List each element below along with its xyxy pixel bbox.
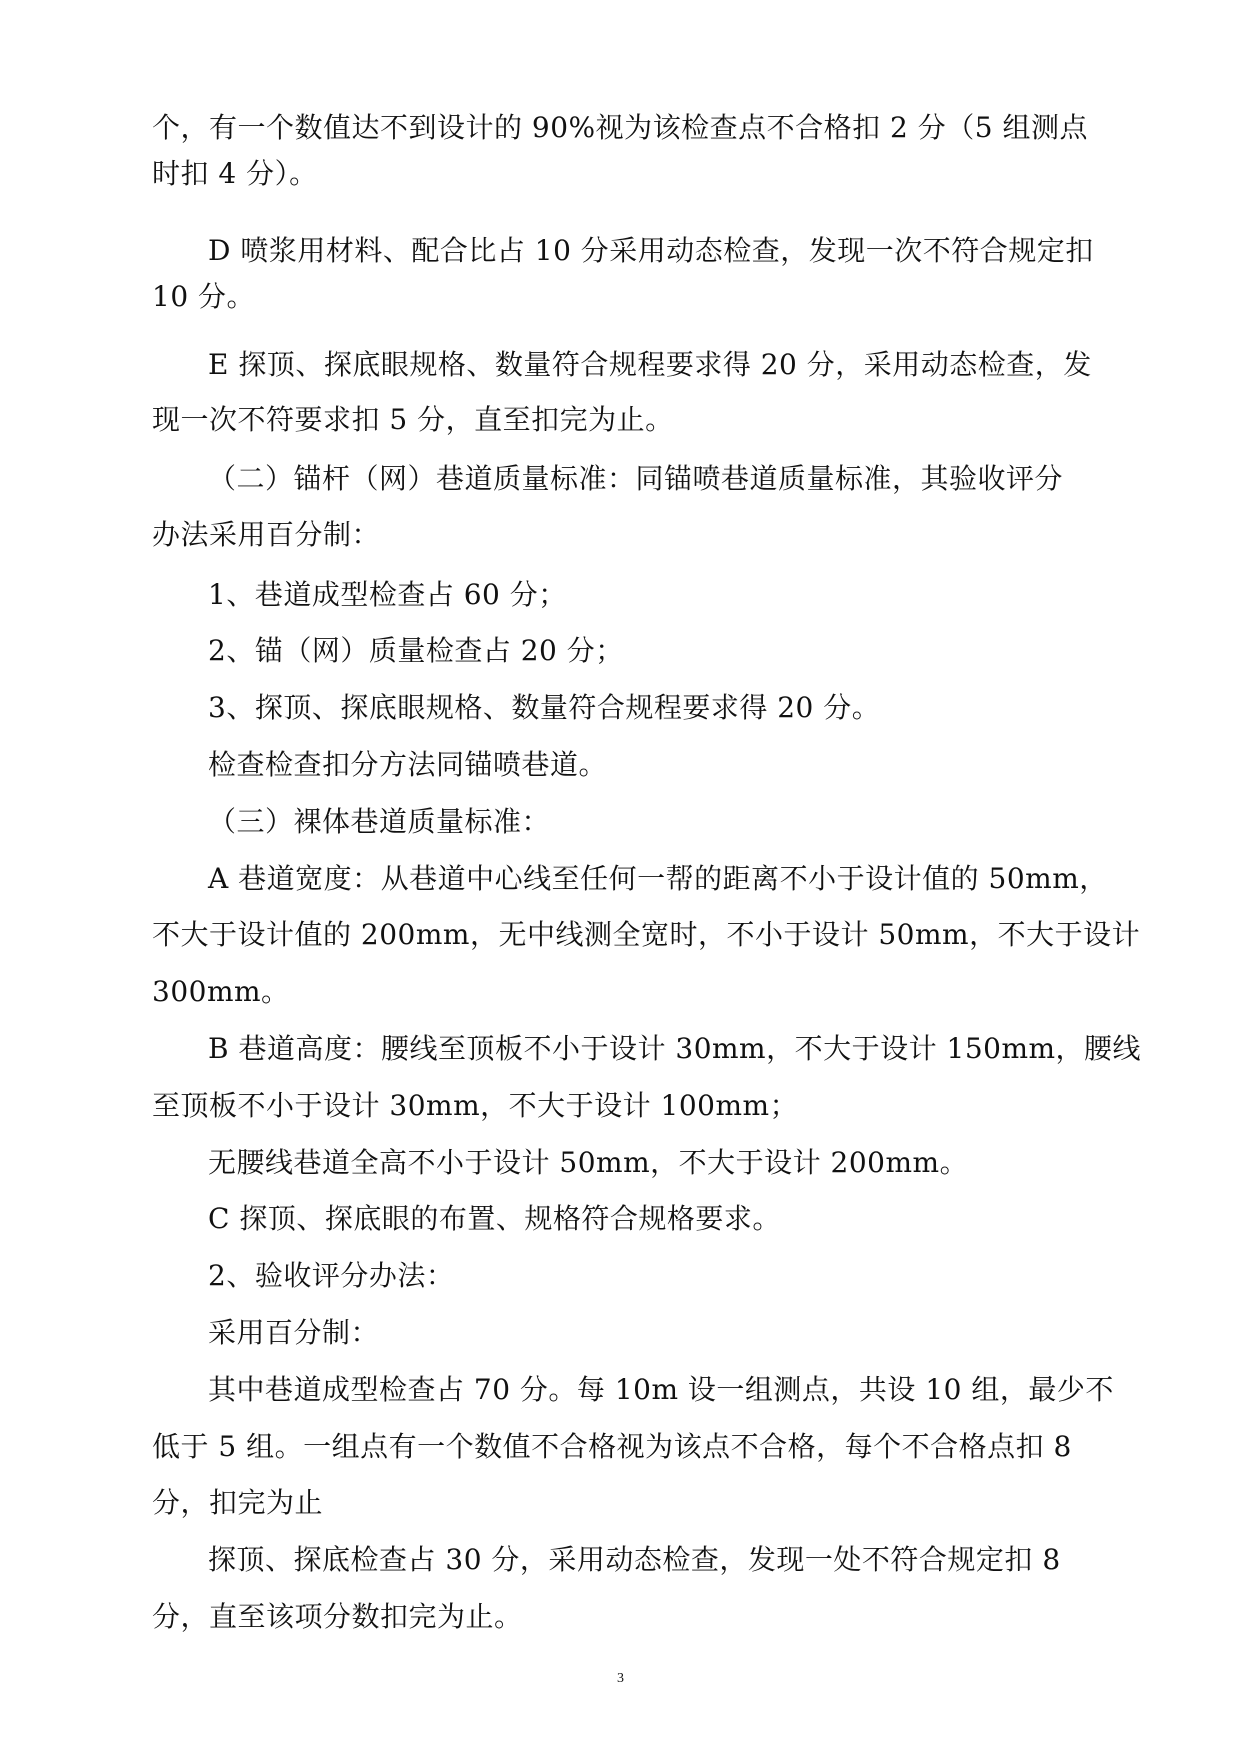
text-line: A 巷道宽度：从巷道中心线至任何一帮的距离不小于设计值的 50mm， bbox=[208, 862, 1108, 895]
text-line: 个，有一个数值达不到设计的 90%视为该检查点不合格扣 2 分（5 组测点 bbox=[152, 111, 1088, 144]
text-line: 时扣 4 分）。 bbox=[152, 157, 318, 190]
text-line: 办法采用百分制： bbox=[152, 518, 381, 551]
text-line: 2、验收评分办法： bbox=[208, 1259, 455, 1292]
text-line: 1、巷道成型检查占 60 分； bbox=[208, 578, 567, 611]
text-line: （三）裸体巷道质量标准： bbox=[208, 805, 551, 838]
text-line: D 喷浆用材料、配合比占 10 分采用动态检查，发现一次不符合规定扣 bbox=[208, 234, 1094, 267]
text-line: C 探顶、探底眼的布置、规格符合规格要求。 bbox=[208, 1202, 781, 1235]
text-line: 采用百分制： bbox=[208, 1316, 380, 1349]
text-line: 分，直至该项分数扣完为止。 bbox=[152, 1600, 523, 1633]
text-line: 分，扣完为止 bbox=[152, 1486, 324, 1519]
text-line: E 探顶、探底眼规格、数量符合规程要求得 20 分，采用动态检查，发 bbox=[208, 348, 1092, 381]
text-line: （二）锚杆（网）巷道质量标准：同锚喷巷道质量标准，其验收评分 bbox=[208, 462, 1064, 495]
text-line: 300mm。 bbox=[152, 975, 290, 1008]
text-line: 现一次不符要求扣 5 分，直至扣完为止。 bbox=[152, 403, 674, 436]
text-line: 无腰线巷道全高不小于设计 50mm，不大于设计 200mm。 bbox=[208, 1146, 969, 1179]
text-line: 3、探顶、探底眼规格、数量符合规程要求得 20 分。 bbox=[208, 691, 881, 724]
text-line: 其中巷道成型检查占 70 分。每 10m 设一组测点，共设 10 组，最少不 bbox=[208, 1373, 1114, 1406]
text-line: 不大于设计值的 200mm，无中线测全宽时，不小于设计 50mm，不大于设计 bbox=[152, 918, 1141, 951]
text-line: 10 分。 bbox=[152, 280, 256, 313]
text-line: B 巷道高度：腰线至顶板不小于设计 30mm，不大于设计 150mm，腰线 bbox=[208, 1032, 1142, 1065]
text-line: 2、锚（网）质量检查占 20 分； bbox=[208, 634, 624, 667]
text-line: 检查检查扣分方法同锚喷巷道。 bbox=[208, 748, 608, 781]
page-number: 3 bbox=[617, 1671, 624, 1686]
text-line: 低于 5 组。一组点有一个数值不合格视为该点不合格，每个不合格点扣 8 bbox=[152, 1430, 1072, 1463]
text-line: 至顶板不小于设计 30mm，不大于设计 100mm； bbox=[152, 1089, 799, 1122]
text-line: 探顶、探底检查占 30 分，采用动态检查，发现一处不符合规定扣 8 bbox=[208, 1543, 1061, 1576]
